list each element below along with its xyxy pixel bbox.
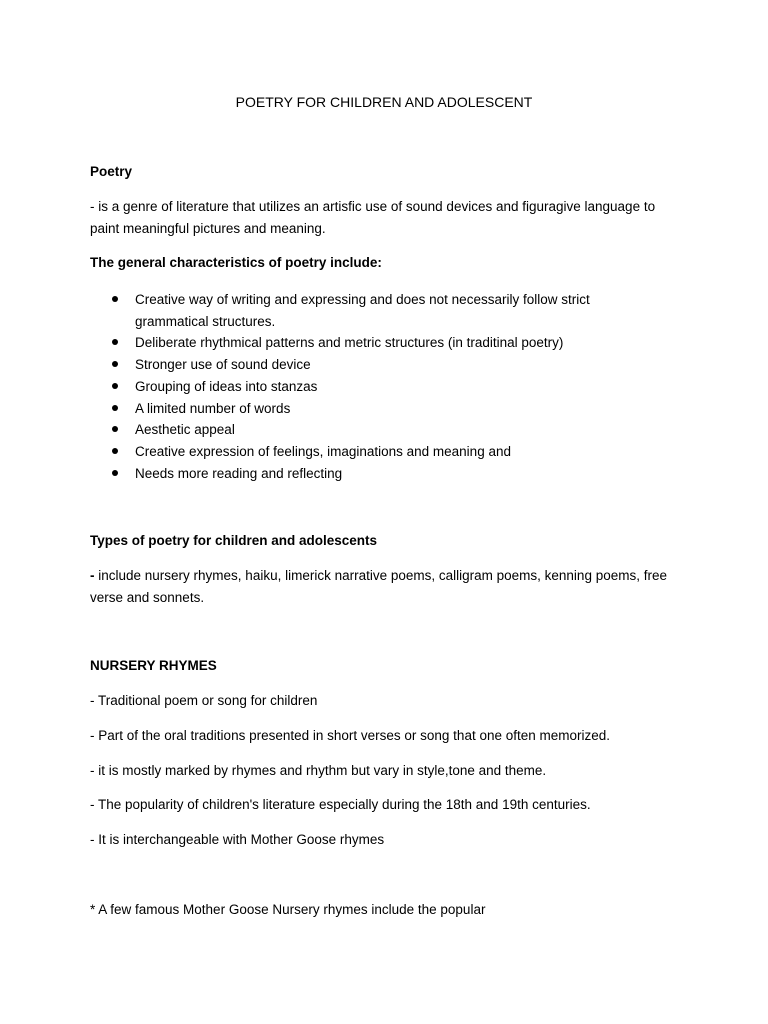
- nursery-line: - Traditional poem or song for children: [90, 693, 318, 708]
- list-item: [90, 289, 610, 332]
- types-heading: Types of poetry for children and adolescents: [90, 533, 378, 548]
- list-item-text: Deliberate rhythmical patterns and metric structures (in traditinal poetry): [135, 335, 564, 351]
- characteristics-heading: The general characteristics of poetry include:: [90, 255, 382, 270]
- nursery-line: - Part of the oral traditions presented in short verses or song that one often memorized.: [90, 728, 611, 743]
- nursery-line: - it is mostly marked by rhymes and rhythm but vary in style,tone and theme.: [90, 763, 547, 778]
- bullet-icon: [112, 405, 118, 411]
- list-item-text: Stronger use of sound device: [135, 357, 311, 373]
- list-item: [90, 332, 610, 354]
- characteristics-list: [90, 289, 610, 484]
- bullet-icon: [112, 296, 118, 302]
- page-title: POETRY FOR CHILDREN AND ADOLESCENT: [235, 94, 533, 110]
- list-item: [90, 376, 610, 398]
- footnote: * A few famous Mother Goose Nursery rhymes include the popular: [90, 902, 486, 917]
- list-item-text: Aesthetic appeal: [135, 422, 235, 438]
- bullet-icon: [112, 426, 118, 432]
- nursery-heading: NURSERY RHYMES: [90, 658, 217, 673]
- nursery-line: - It is interchangeable with Mother Goose rhymes: [90, 832, 385, 847]
- bullet-icon: [112, 361, 118, 367]
- list-item-text: A limited number of words: [135, 400, 291, 416]
- types-dash: -: [90, 568, 95, 583]
- list-item: [90, 419, 610, 441]
- nursery-line: - The popularity of children's literature especially during the 18th and 19th centuries.: [90, 797, 591, 812]
- bullet-icon: [112, 339, 118, 345]
- bullet-icon: [112, 470, 118, 476]
- poetry-heading: Poetry: [90, 164, 133, 179]
- poetry-definition: - is a genre of literature that utilizes an artisfic use of sound devices and figuragive language to paint meaningful pictures and meaning.: [90, 199, 656, 236]
- list-item-text: Creative way of writing and expressing and does not necessarily follow strict grammatical structures.: [135, 292, 590, 329]
- types-description: [90, 565, 680, 608]
- list-item: [90, 441, 610, 463]
- list-item-text: Creative expression of feelings, imaginations and meaning and: [135, 443, 511, 459]
- list-item-text: Grouping of ideas into stanzas: [135, 378, 318, 394]
- types-body: include nursery rhymes, haiku, limerick narrative poems, calligram poems, kenning poems, free verse and sonnets.: [90, 568, 667, 605]
- list-item: [90, 398, 610, 420]
- bullet-icon: [112, 448, 118, 454]
- list-item: [90, 354, 610, 376]
- list-item-text: Needs more reading and reflecting: [135, 465, 343, 481]
- bullet-icon: [112, 383, 118, 389]
- list-item: [90, 463, 610, 485]
